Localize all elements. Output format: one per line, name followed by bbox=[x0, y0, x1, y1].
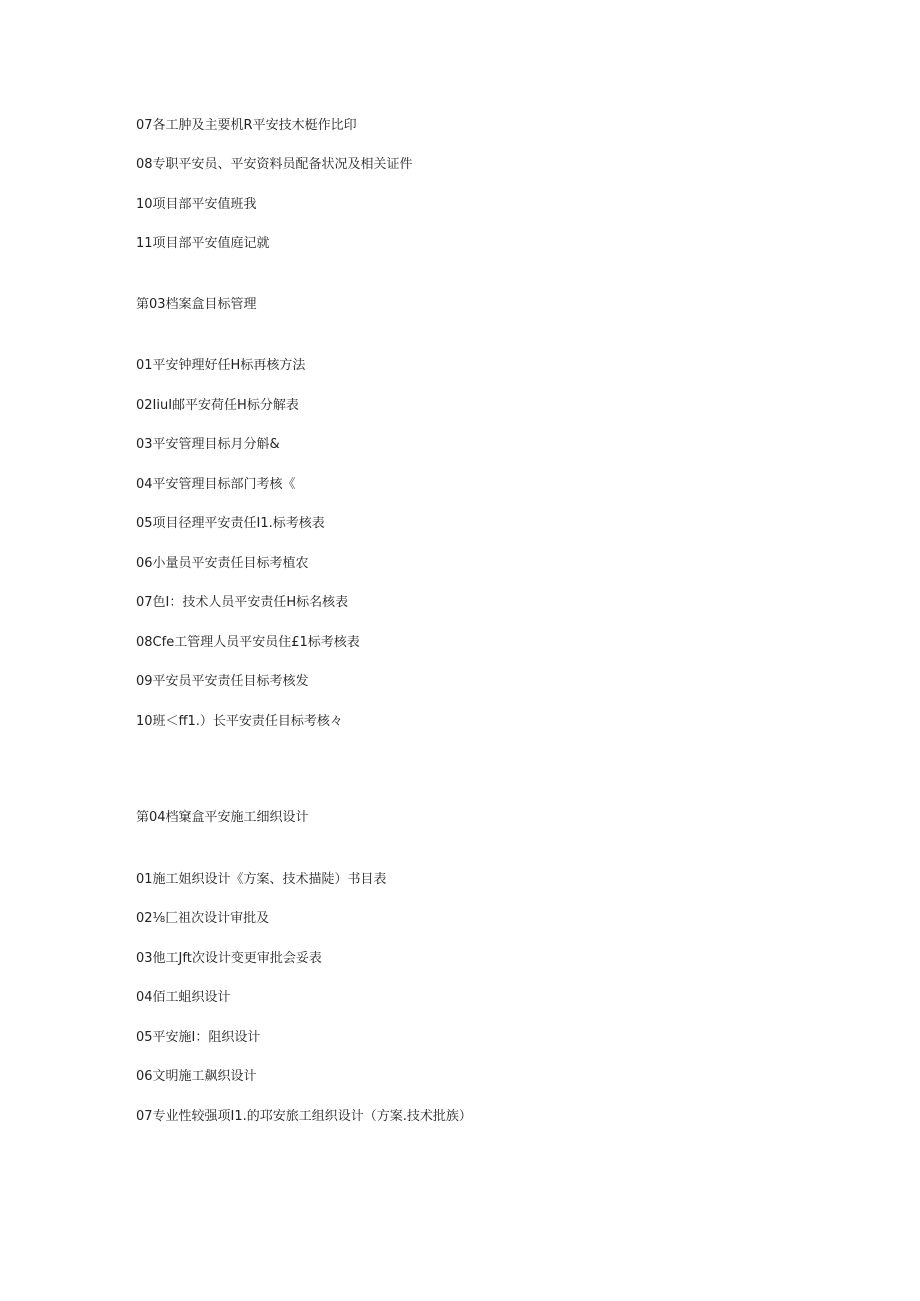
list-item: 11项目部平安值庭记就 bbox=[136, 236, 270, 251]
list-item: 10项目部平安值班我 bbox=[136, 197, 257, 212]
section-heading-03: 第03档案盒目标管理 bbox=[136, 297, 257, 312]
list-item: 04佰工蛆织设计 bbox=[136, 990, 231, 1005]
list-item: 05平安施I：阻织设计 bbox=[136, 1030, 261, 1045]
list-item: 01平安钟理好任H标再核方法 bbox=[136, 358, 306, 373]
list-item: 08专职平安员、平安资料员配备状况及相关证件 bbox=[136, 157, 413, 172]
list-item: 06小量员平安责任目标考植农 bbox=[136, 556, 309, 571]
list-item: 05项目径理平安责任I1.标考核表 bbox=[136, 516, 325, 531]
list-item: 01施工姐织设计《方案、技术描陡）书目表 bbox=[136, 872, 387, 887]
list-item: 08Cfe工管理人员平安员住£1标考核表 bbox=[136, 635, 360, 650]
list-item: 07专业性较强项I1.的邛安旅工组织设计（方案.技术批族） bbox=[136, 1109, 472, 1124]
list-item: 09平安员平安责任目标考核发 bbox=[136, 674, 309, 689]
list-item: 10班＜ff1.）长平安责任目标考核々 bbox=[136, 714, 343, 729]
list-item: 02⅛匚祖次设计审批及 bbox=[136, 911, 270, 926]
list-item: 07各工肿及主要机R平安技木梃作比印 bbox=[136, 118, 357, 133]
list-item: 03平安管理目标月分斛& bbox=[136, 437, 280, 452]
section-heading-04: 第04档窠盒平安施工细织设计 bbox=[136, 810, 309, 825]
list-item: 04平安管理目标部门考核《 bbox=[136, 477, 296, 492]
list-item: 06文明施工飙织设计 bbox=[136, 1069, 257, 1084]
list-item: 02IiuI邮平安荷任H标分解表 bbox=[136, 398, 299, 413]
list-item: 03他工Jft次设计变更审批会妥表 bbox=[136, 951, 322, 966]
list-item: 07色I：技术人员平安责任H标名核表 bbox=[136, 595, 349, 610]
